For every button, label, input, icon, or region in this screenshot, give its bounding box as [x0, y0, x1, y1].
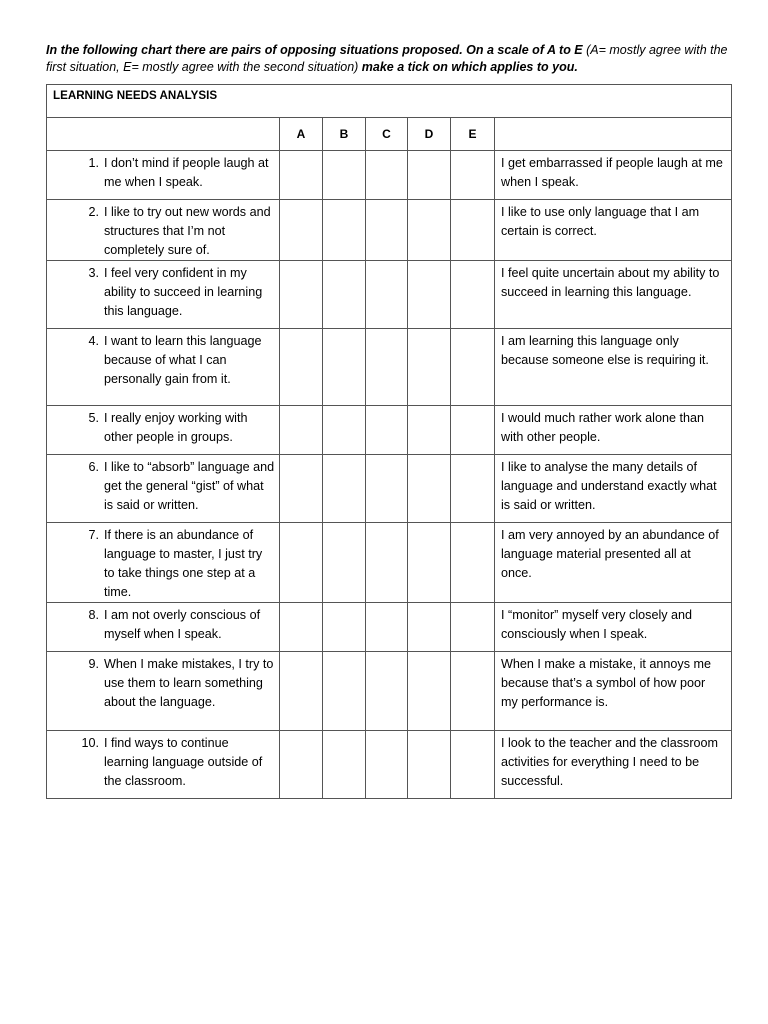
- first-situation-text: I like to try out new words and structures that I’m not completely sure of.: [104, 205, 271, 257]
- tick-cell-a[interactable]: [280, 406, 323, 455]
- tick-cell-c[interactable]: [366, 455, 408, 523]
- tick-cell-d[interactable]: [408, 406, 451, 455]
- first-situation-cell: [47, 406, 280, 455]
- tick-cell-d[interactable]: [408, 200, 451, 261]
- tick-cell-e[interactable]: [451, 329, 495, 406]
- tick-cell-e[interactable]: [451, 603, 495, 652]
- tick-cell-c[interactable]: [366, 200, 408, 261]
- first-situation-text: When I make mistakes, I try to use them to learn something about the language.: [104, 657, 274, 709]
- item-number: 1.: [88, 156, 99, 170]
- header-row: [47, 118, 732, 151]
- second-situation-text: I “monitor” myself very closely and consciously when I speak.: [495, 603, 732, 652]
- tick-cell-c[interactable]: [366, 151, 408, 200]
- first-situation-text: I really enjoy working with other people in groups.: [104, 411, 248, 444]
- tick-cell-e[interactable]: [451, 200, 495, 261]
- tick-cell-e[interactable]: [451, 261, 495, 329]
- tick-cell-d[interactable]: [408, 652, 451, 731]
- tick-cell-d[interactable]: [408, 151, 451, 200]
- tick-cell-a[interactable]: [280, 652, 323, 731]
- needs-analysis-table: [46, 84, 732, 799]
- item-number: 6.: [88, 460, 99, 474]
- second-situation-text: I would much rather work alone than with other people.: [495, 406, 732, 455]
- first-situation-text: I don’t mind if people laugh at me when I speak.: [104, 156, 269, 189]
- instructions-part3: make a tick on which applies to you.: [358, 60, 578, 74]
- column-header-a: A: [280, 118, 323, 151]
- header-blank-right: [495, 118, 732, 151]
- second-situation-text: I feel quite uncertain about my ability to succeed in learning this language.: [495, 261, 732, 329]
- tick-cell-e[interactable]: [451, 151, 495, 200]
- tick-cell-d[interactable]: [408, 523, 451, 603]
- first-situation-cell: [47, 603, 280, 652]
- instructions: [46, 42, 736, 76]
- item-number: 8.: [88, 608, 99, 622]
- tick-cell-e[interactable]: [451, 731, 495, 799]
- first-situation-text: I like to “absorb” language and get the general “gist” of what is said or written.: [104, 460, 275, 512]
- item-number: 3.: [88, 266, 99, 280]
- first-situation-cell: [47, 523, 280, 603]
- item-number: 5.: [88, 411, 99, 425]
- tick-cell-d[interactable]: [408, 603, 451, 652]
- first-situation-cell: [47, 455, 280, 523]
- table-title: LEARNING NEEDS ANALYSIS: [47, 85, 732, 118]
- tick-cell-c[interactable]: [366, 603, 408, 652]
- column-header-b: B: [323, 118, 366, 151]
- first-situation-text: I am not overly conscious of myself when I speak.: [104, 608, 261, 641]
- column-header-e: E: [451, 118, 495, 151]
- instructions-part2: (A= mostly agree with the first situation, E= mostly agree with the second situation): [46, 43, 728, 74]
- tick-cell-b[interactable]: [323, 200, 366, 261]
- second-situation-text: I like to use only language that I am certain is correct.: [495, 200, 732, 261]
- table-row: [47, 200, 732, 261]
- item-number: 2.: [88, 205, 99, 219]
- first-situation-cell: [47, 731, 280, 799]
- first-situation-text: I feel very confident in my ability to succeed in learning this language.: [104, 266, 263, 318]
- tick-cell-d[interactable]: [408, 731, 451, 799]
- instructions-part1: In the following chart there are pairs of opposing situations proposed. On a scale of A to E: [46, 43, 587, 57]
- tick-cell-b[interactable]: [323, 406, 366, 455]
- column-header-d: D: [408, 118, 451, 151]
- tick-cell-e[interactable]: [451, 523, 495, 603]
- tick-cell-a[interactable]: [280, 151, 323, 200]
- table-row: [47, 455, 732, 523]
- tick-cell-e[interactable]: [451, 652, 495, 731]
- tick-cell-c[interactable]: [366, 261, 408, 329]
- tick-cell-b[interactable]: [323, 523, 366, 603]
- tick-cell-a[interactable]: [280, 603, 323, 652]
- second-situation-text: I look to the teacher and the classroom activities for everything I need to be successful.: [495, 731, 732, 799]
- tick-cell-a[interactable]: [280, 200, 323, 261]
- item-number: 9.: [88, 657, 99, 671]
- first-situation-cell: [47, 200, 280, 261]
- first-situation-text: If there is an abundance of language to master, I just try to take things one step at a time.: [104, 528, 263, 599]
- table-row: [47, 603, 732, 652]
- table-row: [47, 652, 732, 731]
- tick-cell-b[interactable]: [323, 329, 366, 406]
- table-row: [47, 406, 732, 455]
- table-row: [47, 523, 732, 603]
- tick-cell-d[interactable]: [408, 329, 451, 406]
- tick-cell-a[interactable]: [280, 455, 323, 523]
- tick-cell-d[interactable]: [408, 261, 451, 329]
- tick-cell-c[interactable]: [366, 731, 408, 799]
- tick-cell-a[interactable]: [280, 523, 323, 603]
- tick-cell-c[interactable]: [366, 329, 408, 406]
- first-situation-cell: [47, 261, 280, 329]
- tick-cell-b[interactable]: [323, 261, 366, 329]
- header-blank-left: [47, 118, 280, 151]
- first-situation-text: I find ways to continue learning language outside of the classroom.: [104, 736, 263, 788]
- column-header-c: C: [366, 118, 408, 151]
- tick-cell-c[interactable]: [366, 652, 408, 731]
- second-situation-text: When I make a mistake, it annoys me because that’s a symbol of how poor my performance is.: [495, 652, 732, 731]
- tick-cell-b[interactable]: [323, 151, 366, 200]
- item-number: 10.: [81, 736, 99, 750]
- item-number: 4.: [88, 334, 99, 348]
- table-row: [47, 329, 732, 406]
- tick-cell-e[interactable]: [451, 406, 495, 455]
- second-situation-text: I get embarrassed if people laugh at me when I speak.: [495, 151, 732, 200]
- first-situation-text: I want to learn this language because of what I can personally gain from it.: [104, 334, 262, 386]
- tick-cell-d[interactable]: [408, 455, 451, 523]
- tick-cell-c[interactable]: [366, 406, 408, 455]
- tick-cell-b[interactable]: [323, 731, 366, 799]
- tick-cell-a[interactable]: [280, 731, 323, 799]
- second-situation-text: I like to analyse the many details of language and understand exactly what is said or written.: [495, 455, 732, 523]
- first-situation-cell: [47, 329, 280, 406]
- first-situation-cell: [47, 652, 280, 731]
- tick-cell-a[interactable]: [280, 329, 323, 406]
- tick-cell-c[interactable]: [366, 523, 408, 603]
- first-situation-cell: [47, 151, 280, 200]
- tick-cell-e[interactable]: [451, 455, 495, 523]
- table-row: [47, 151, 732, 200]
- tick-cell-a[interactable]: [280, 261, 323, 329]
- table-row: [47, 731, 732, 799]
- second-situation-text: I am very annoyed by an abundance of language material presented all at once.: [495, 523, 732, 603]
- item-number: 7.: [88, 528, 99, 542]
- table-row: [47, 261, 732, 329]
- second-situation-text: I am learning this language only because someone else is requiring it.: [495, 329, 732, 406]
- tick-cell-b[interactable]: [323, 455, 366, 523]
- tick-cell-b[interactable]: [323, 652, 366, 731]
- tick-cell-b[interactable]: [323, 603, 366, 652]
